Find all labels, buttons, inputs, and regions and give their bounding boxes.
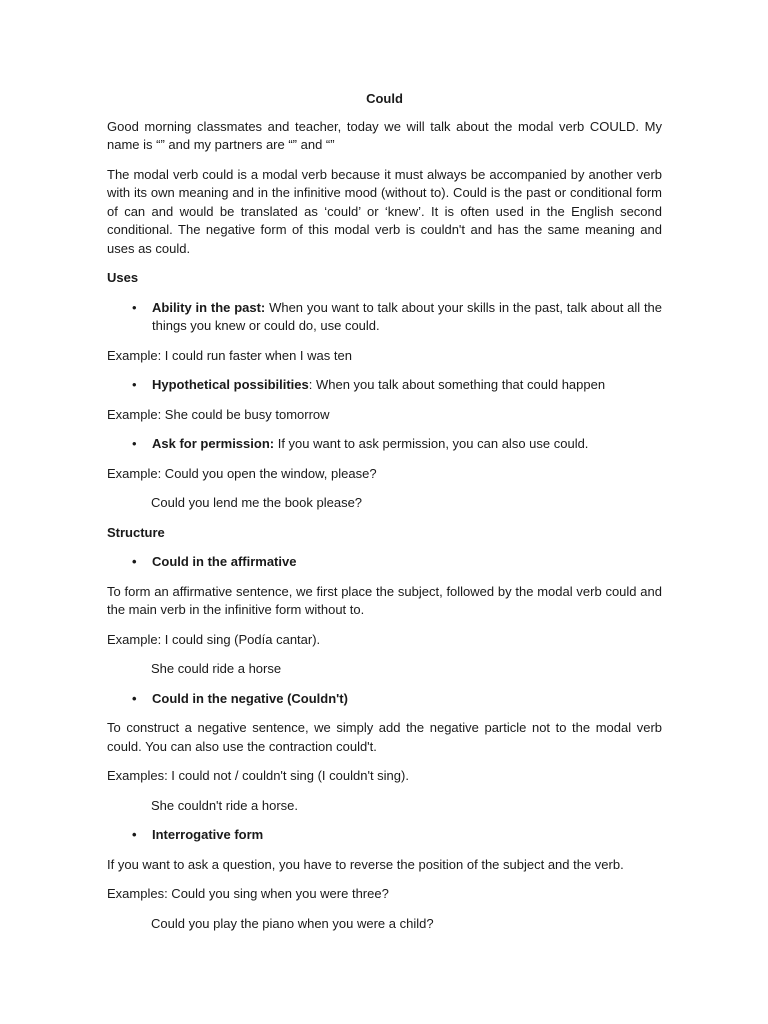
bullet-heading: Could in the affirmative xyxy=(152,554,297,569)
negative-paragraph: To construct a negative sentence, we simply add the negative particle not to the modal verb could. You can also use the contraction could't. xyxy=(107,720,662,754)
bullet-affirmative xyxy=(107,553,662,572)
example-interrogative-2: Could you play the piano when you were a child? xyxy=(151,915,434,931)
bullet-interrogative xyxy=(107,826,662,845)
affirmative-paragraph: To form an affirmative sentence, we first place the subject, followed by the modal verb could and the main verb in the infinitive form without to. xyxy=(107,583,662,617)
definition-paragraph: The modal verb could is a modal verb because it must always be accompanied by another verb with its own meaning and in the infinitive mood (without to). Could is the past or conditional form of can and would be translated as ‘could’ or ‘knew’. It is often used in the English second conditional. The negative form of this modal verb is couldn't and has the same meaning and uses as could. xyxy=(107,166,662,256)
bullet-icon: • xyxy=(132,554,137,569)
bullet-permission xyxy=(107,435,662,454)
bullet-term: Hypothetical possibilities xyxy=(152,377,309,392)
bullet-hypothetical xyxy=(107,376,662,395)
bullet-heading: Could in the negative (Couldn't) xyxy=(152,690,348,706)
bullet-icon: • xyxy=(132,690,137,706)
uses-heading: Uses xyxy=(107,270,139,285)
example-permission-2: Could you lend me the book please? xyxy=(151,495,363,510)
structure-heading: Structure xyxy=(107,524,165,540)
bullet-icon: • xyxy=(132,377,137,392)
example-permission: Example: Could you open the window, please? xyxy=(107,465,377,481)
bullet-text: When you want to talk about your skills in the past, talk about all the things you knew or could do, use could. xyxy=(152,299,663,333)
bullet-text: If you want to ask permission, you can also use could. xyxy=(274,436,589,451)
bullet-term: Ask for permission: xyxy=(152,436,275,451)
example-affirmative: Example: I could sing (Podía cantar). xyxy=(107,631,321,647)
intro-paragraph: Good morning classmates and teacher, today we will talk about the modal verb COULD. My name is “” and my partners are “” and “” xyxy=(107,118,662,152)
bullet-heading: Interrogative form xyxy=(152,827,264,842)
example-interrogative: Examples: Could you sing when you were three? xyxy=(107,886,389,901)
bullet-icon: • xyxy=(132,436,137,451)
document-title: Could xyxy=(366,91,403,106)
interrogative-paragraph: If you want to ask a question, you have to reverse the position of the subject and the verb. xyxy=(107,856,624,872)
example-ability: Example: I could run faster when I was ten xyxy=(107,347,352,363)
bullet-negative xyxy=(107,690,662,709)
bullet-ability xyxy=(107,299,662,336)
example-affirmative-2: She could ride a horse xyxy=(151,661,282,676)
example-negative-2: She couldn't ride a horse. xyxy=(151,797,299,813)
example-hypothetical: Example: She could be busy tomorrow xyxy=(107,406,330,422)
bullet-icon: • xyxy=(132,827,137,842)
bullet-term: Ability in the past: xyxy=(152,299,266,315)
bullet-text: : When you talk about something that could happen xyxy=(308,377,606,392)
example-negative: Examples: I could not / couldn't sing (I couldn't sing). xyxy=(107,768,409,783)
bullet-icon: • xyxy=(132,299,137,315)
